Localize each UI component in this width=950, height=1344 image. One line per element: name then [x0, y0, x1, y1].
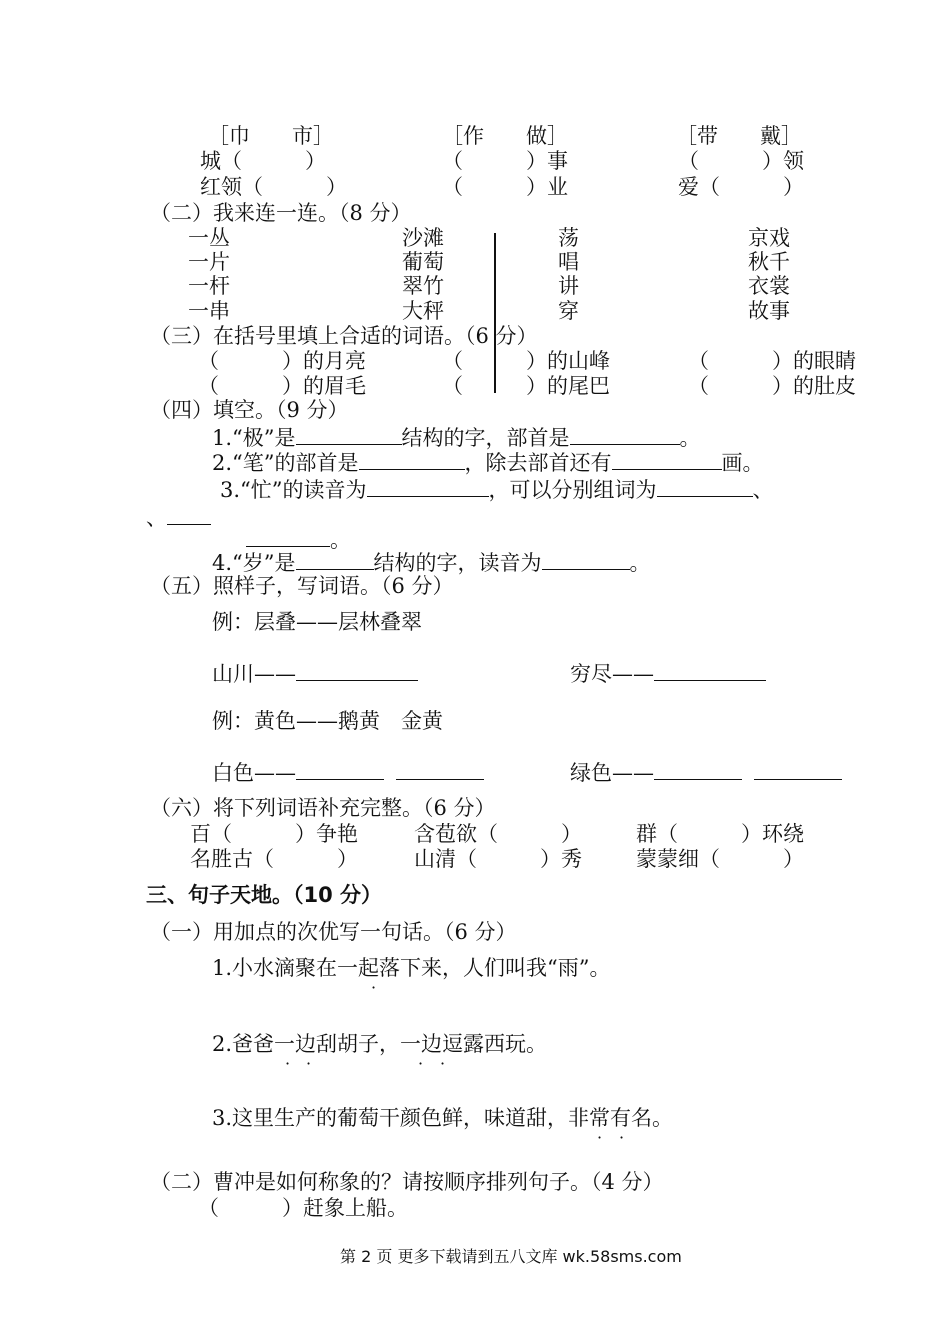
emphasis-dot: · — [597, 1128, 603, 1147]
answer-blank[interactable] — [296, 551, 374, 570]
question-3-cont: 、 — [146, 506, 211, 529]
match-item: 一片 — [188, 250, 230, 274]
section-title: （一）用加点的次优写一句话。（6 分） — [150, 920, 517, 944]
emphasis-dot: · — [371, 978, 377, 997]
answer-blank[interactable] — [296, 662, 418, 681]
question-3: 3.“忙”的读音为 ，可以分别组词为 、 — [220, 478, 774, 502]
answer-blank[interactable] — [570, 426, 680, 445]
idiom-item: 百（ ）争艳 — [190, 822, 358, 846]
fill-item: （ ）的山峰 — [442, 349, 610, 373]
answer-blank[interactable] — [359, 451, 465, 470]
idiom-item: 蒙蒙细（ ） — [636, 847, 804, 871]
answer-blank[interactable] — [396, 761, 484, 780]
answer-blank[interactable] — [246, 528, 330, 547]
answer-blank[interactable] — [367, 478, 489, 497]
match-item: 唱 — [558, 250, 579, 274]
answer-blank[interactable] — [296, 426, 402, 445]
order-item: （ ）赶象上船。 — [198, 1196, 408, 1220]
choice-item: （ ）领 — [678, 149, 804, 173]
question-1: 1.“极”是 结构的字，部首是 。 — [212, 426, 701, 450]
match-item: 一丛 — [188, 226, 230, 250]
answer-blank[interactable] — [542, 551, 630, 570]
section-title: （四）填空。（9 分） — [150, 398, 349, 422]
match-item: 沙滩 — [402, 226, 444, 250]
word-item: 绿色—— — [570, 761, 842, 784]
idiom-item: 山清（ ）秀 — [414, 847, 582, 871]
emphasis-dot: · — [418, 1054, 424, 1073]
fill-item: （ ）的眼睛 — [688, 349, 856, 373]
match-item: 荡 — [558, 226, 579, 250]
match-item: 穿 — [558, 299, 579, 323]
answer-blank[interactable] — [654, 761, 742, 780]
match-item: 衣裳 — [748, 274, 790, 298]
section-title: （六）将下列词语补充完整。（6 分） — [150, 796, 496, 820]
answer-blank[interactable] — [167, 506, 211, 525]
choice-header-3: ［带 戴］ — [676, 124, 802, 148]
choice-item: （ ）事 — [442, 149, 568, 173]
page-footer: 第 2 页 更多下载请到五八文库 wk.58sms.com — [340, 1247, 682, 1266]
choice-item: （ ）业 — [442, 175, 568, 199]
match-item: 秋千 — [748, 250, 790, 274]
match-item: 翠竹 — [402, 274, 444, 298]
answer-blank[interactable] — [612, 451, 722, 470]
sentence-2: 2.爸爸一边刮胡子，一边逗露西玩。 — [212, 1032, 548, 1056]
part-title: 三、句子天地。（10 分） — [146, 883, 383, 907]
fill-item: （ ）的尾巴 — [442, 374, 610, 398]
emphasis-dot: · — [306, 1054, 312, 1073]
answer-blank[interactable] — [657, 478, 753, 497]
section-title: （五）照样子，写词语。（6 分） — [150, 574, 454, 598]
choice-item: 红领（ ） — [200, 175, 347, 199]
question-4: 4.“岁”是 结构的字，读音为 。 — [212, 551, 651, 575]
match-item: 讲 — [558, 274, 579, 298]
idiom-item: 群（ ）环绕 — [636, 822, 804, 846]
idiom-item: 含苞欲（ ） — [414, 822, 582, 846]
idiom-item: 名胜古（ ） — [190, 847, 358, 871]
section-title: （二）曹冲是如何称象的？请按顺序排列句子。（4 分） — [150, 1170, 664, 1194]
match-item: 葡萄 — [402, 250, 444, 274]
word-item: 山川—— — [212, 662, 418, 685]
fill-item: （ ）的月亮 — [198, 349, 366, 373]
example-1: 例：层叠——层林叠翠 — [212, 610, 422, 634]
answer-blank[interactable] — [654, 662, 766, 681]
section-title: （二）我来连一连。（8 分） — [150, 201, 412, 225]
answer-blank[interactable] — [296, 761, 384, 780]
sentence-1: 1.小水滴聚在一起落下来，人们叫我“雨”。 — [212, 956, 611, 980]
choice-header-2: ［作 做］ — [442, 124, 568, 148]
question-3-cont2: 。 — [246, 528, 351, 551]
example-2: 例：黄色——鹅黄 金黄 — [212, 709, 443, 733]
match-item: 一杆 — [188, 274, 230, 298]
emphasis-dot: · — [619, 1128, 625, 1147]
choice-header-1: ［巾 市］ — [208, 124, 334, 148]
word-item: 白色—— — [212, 761, 484, 784]
match-item: 大秤 — [402, 299, 444, 323]
sentence-3: 3.这里生产的葡萄干颜色鲜，味道甜，非常有名。 — [212, 1106, 674, 1130]
fill-item: （ ）的眉毛 — [198, 374, 366, 398]
emphasis-dot: · — [440, 1054, 446, 1073]
match-item: 京戏 — [748, 226, 790, 250]
word-item: 穷尽—— — [570, 662, 766, 685]
answer-blank[interactable] — [754, 761, 842, 780]
match-item: 一串 — [188, 299, 230, 323]
fill-item: （ ）的肚皮 — [688, 374, 856, 398]
choice-item: 城（ ） — [200, 149, 326, 173]
question-2: 2.“笔”的部首是 ，除去部首还有 画。 — [212, 451, 764, 475]
choice-item: 爱（ ） — [678, 175, 804, 199]
emphasis-dot: · — [285, 1054, 291, 1073]
match-item: 故事 — [748, 299, 790, 323]
section-title: （三）在括号里填上合适的词语。（6 分） — [150, 324, 538, 348]
